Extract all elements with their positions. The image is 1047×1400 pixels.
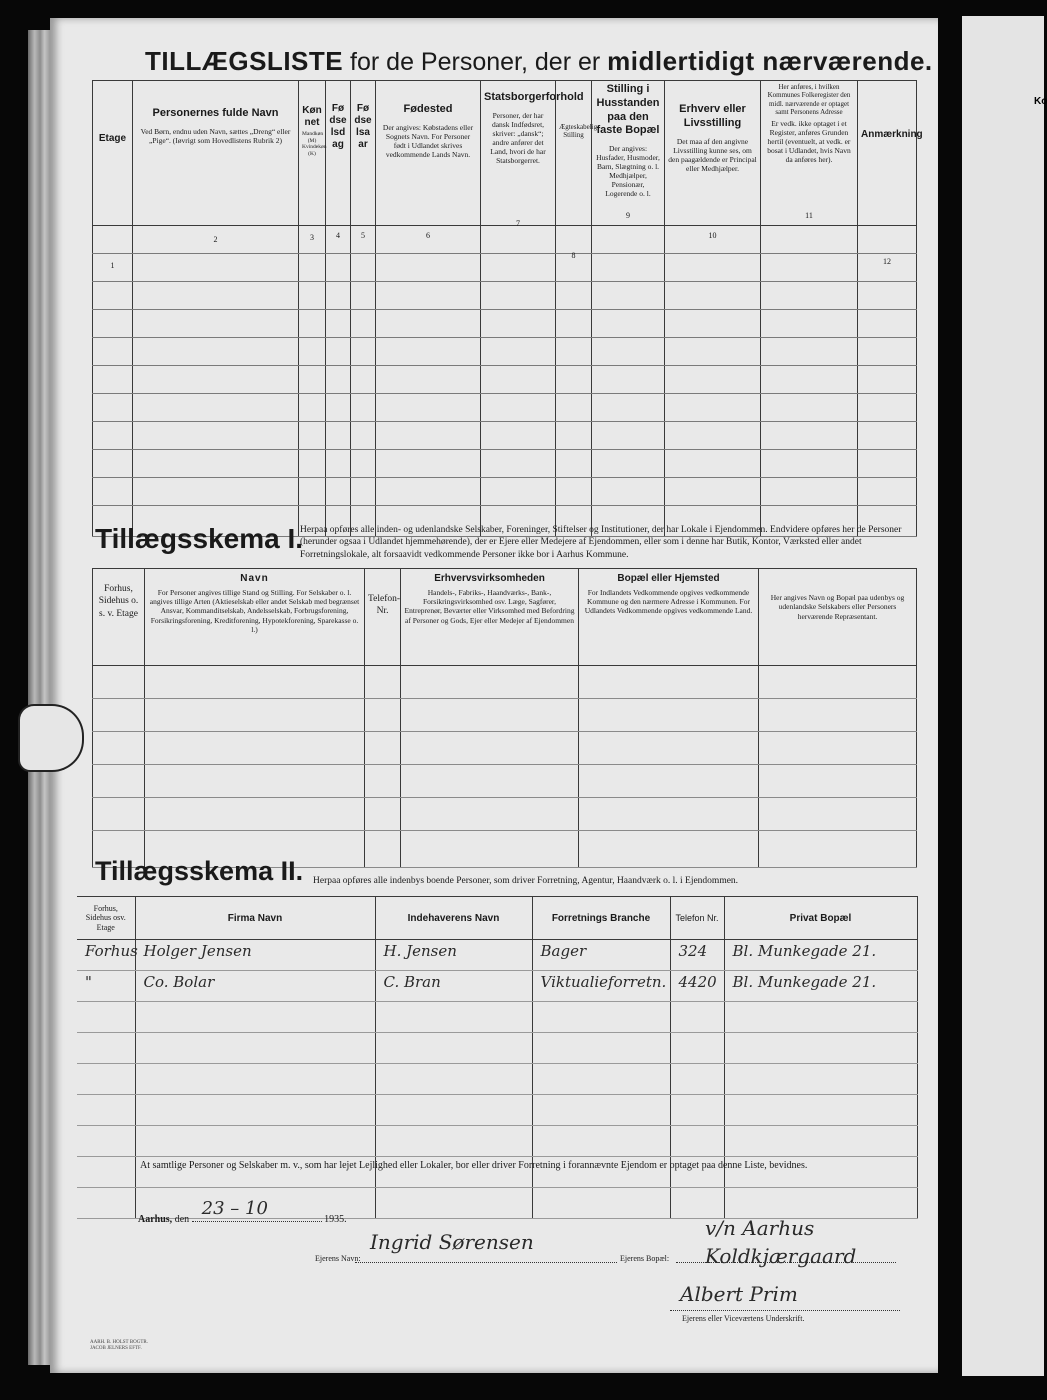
s2-col-branch: Forretnings Branche: [532, 897, 670, 940]
schema2-header-row: [77, 897, 917, 940]
schema2-row: [77, 940, 917, 971]
list-row: [93, 478, 917, 506]
schema1-header-row: [93, 569, 917, 666]
s2-cell-address: Bl. Munkegade 21.: [724, 940, 917, 971]
year-label: 1935.: [324, 1214, 347, 1225]
owner-address-line: [676, 1262, 896, 1263]
col-birthplace: Fødested Der angives: Købstadens eller Sognets Navn. For Personer født i Udlandet skrives vedkommende Lands Navn. 6: [376, 81, 481, 226]
s1-col-representative: Her angives Navn og Bopæl paa udenbys og udenlandske Selskabers eller Personers herværende Repræsentant.: [759, 569, 917, 666]
schema1-row: [93, 798, 917, 831]
schema2-row: [77, 1002, 917, 1033]
col-household: Stilling i Husstanden paa den faste Bopæl Der angives: Husfader, Husmoder, Barn, Slægtning o. l. Medhjælper, Pensionær, Logerende o. l. 9: [592, 81, 665, 226]
list-row: [93, 310, 917, 338]
schema1-description: Herpaa opføres alle inden- og udenlandske Selskaber, Foreninger, Stiftelser og Institutioner, der har Lokale i Ejendommen. Endvidere opføres her de Personer (herunder ogsaa i Udlandet hjemmehørende), der er Ejere eller Medejere af Ejendommen, eller som i denne har Butik, Kontor, Værksted eller andet Forretningslokale, alt forsaavidt vedkommende Personer ikke bor i Aarhus Kommune.: [300, 525, 902, 560]
s2-cell-phone: 324: [670, 940, 724, 971]
facing-page: [962, 16, 1047, 1376]
col-name: Personernes fulde Navn Ved Børn, endnu uden Navn, sættes „Dreng“ eller „Pige“. (Iøvrigt som Hovedlistens Rubrik 2) 2: [133, 81, 299, 226]
schema2-row: [77, 1095, 917, 1126]
s2-cell-owner: C. Bran: [375, 971, 532, 1002]
schema2-title: Tillægsskema II.: [95, 856, 304, 886]
col-marital: Ægteskabelig Stilling 8: [556, 81, 592, 226]
schema2-row: [77, 1064, 917, 1095]
schema2-row: [77, 971, 917, 1002]
owner-name-line: [355, 1262, 617, 1263]
owner-name-label: Ejerens Navn:: [315, 1254, 361, 1263]
list-header-row: [93, 81, 917, 226]
binder-tab: [20, 706, 82, 770]
list-row: [93, 422, 917, 450]
signature-caption: Ejerens eller Viceværtens Underskrift.: [682, 1314, 805, 1323]
schema2-row: [77, 1126, 917, 1157]
owner-name-handwritten: Ingrid Sørensen: [370, 1230, 534, 1254]
list-row: [93, 282, 917, 310]
s2-col-floor: Forhus, Sidehus osv. Etage: [77, 897, 135, 940]
col-register: Her anføres, i hvilken Kommunes Folkeregister den midl. nærværende er optaget samt Personens Adresse Er vedk. ikke optaget i et Register, anføres Grunden hertil (eventuelt, at vedk. er bosat i Udlandet, hvis Navn da anføres her). 11: [761, 81, 858, 226]
col-citizenship: Statsborgerforhold Personer, der har dansk Indfødsret, skriver: „dansk“; andre anfører det Land, hvori de har Statsborgerret. 7: [481, 81, 556, 226]
s2-cell-firm: Co. Bolar: [135, 971, 375, 1002]
schema1-row: [93, 765, 917, 798]
s2-col-firm: Firma Navn: [135, 897, 375, 940]
s1-col-floor: Forhus, Sidehus o. s. v. Etage: [93, 569, 145, 666]
printer-imprint: AARH. B. HOLST BOGTR. JACOB JELNERS EFTF.: [90, 1340, 148, 1351]
s1-col-phone: Telefon-Nr.: [365, 569, 401, 666]
col-remark: Anmærkning 12: [858, 81, 917, 226]
s2-cell-branch: Bager: [532, 940, 670, 971]
s1-col-business: Erhvervsvirksomheden Handels-, Fabriks-, Haandværks-, Bank-, Forsikringsvirksomhed osv. Læge, Sagfører, Entreprenør, Beværter eller Virksomhed med Befordring af Personer og Gods, Ejer eller Medejer af Ejendommen: [401, 569, 579, 666]
s2-cell-branch: Viktualieforretn.: [532, 971, 670, 1002]
s2-cell-floor: Forhus: [77, 940, 135, 971]
schema1-title: Tillægsskema I.: [95, 523, 304, 554]
date-line: [138, 1198, 347, 1225]
col-occupation: Erhverv eller Livsstilling Det maa af den angivne Livsstilling kunne ses, om den paagældende er Principal eller Medhjælper. 10: [665, 81, 761, 226]
schema1-row: [93, 732, 917, 765]
page-stack-edge: [28, 30, 50, 1365]
form-page: [50, 18, 938, 1373]
s2-cell-phone: 4420: [670, 971, 724, 1002]
s2-col-phone: Telefon Nr.: [670, 897, 724, 940]
list-row: [93, 254, 917, 282]
owner-address-hand-main: Koldkjærgaard: [705, 1244, 857, 1268]
signature-handwritten: Albert Prim: [680, 1282, 798, 1306]
col-birthyear: Fødselsaar 5: [351, 81, 376, 226]
schema1-row: [93, 699, 917, 732]
col-birthday: Fødselsdag 4: [326, 81, 351, 226]
s2-cell-floor: ": [77, 971, 135, 1002]
den-label: den: [174, 1214, 190, 1225]
col-gender: Kønnet Mandkøn (M) Kvindekøn (K) 3: [299, 81, 326, 226]
date-handwritten: 23 – 10: [201, 1198, 268, 1219]
signature-line: [670, 1310, 900, 1311]
list-title-main: TILLÆGSLISTE: [145, 46, 344, 76]
owner-address-label: Ejerens Bopæl:: [620, 1254, 670, 1263]
col-etage: Etage 1: [93, 81, 133, 226]
date-field: [192, 1198, 322, 1222]
list-row: [93, 338, 917, 366]
facing-page-fragment: Ko: [1034, 96, 1047, 107]
owner-address-hand-top: v/n Aarhus: [705, 1216, 815, 1240]
s2-cell-owner: H. Jensen: [375, 940, 532, 971]
supplement-list-table: [92, 80, 923, 537]
place-label: Aarhus,: [138, 1214, 173, 1225]
list-row: [93, 394, 917, 422]
list-title: [145, 46, 965, 77]
schema2-description: Herpaa opføres alle indenbys boende Personer, som driver Forretning, Agentur, Haandværk o. l. i Ejendommen.: [313, 876, 739, 886]
schema1-table: [92, 568, 917, 868]
s2-col-owner: Indehaverens Navn: [375, 897, 532, 940]
s1-col-name: Navn For Personer angives tillige Stand og Stilling. For Selskaber o. l. angives tillige Arten (Aktieselskab eller andet Selskab med begrænset Ansvar, Kommanditselskab, Andelsselskab, Forbrugsforening, Forsikringsforening, Kreditforening, Hypotekforening, Sparekasse o. l.): [145, 569, 365, 666]
s1-col-residence: Bopæl eller Hjemsted For Indlandets Vedkommende opgives vedkommende Kommune og den nærmere Adresse i Kommunen. For Udlandets Vedkommende opgives vedkommende Land.: [579, 569, 759, 666]
list-row: [93, 450, 917, 478]
schema2-row: [77, 1033, 917, 1064]
s2-cell-firm: Holger Jensen: [135, 940, 375, 971]
attestation-text: At samtlige Personer og Selskaber m. v., som har lejet Lejlighed eller Lokaler, bor eller driver Forretning i forannævnte Ejendom er optaget paa denne Liste, bevidnes.: [140, 1160, 808, 1171]
list-title-end: midlertidigt nærværende.: [607, 46, 933, 76]
s2-cell-address: Bl. Munkegade 21.: [724, 971, 917, 1002]
list-title-middle: for de Personer, der er: [343, 48, 608, 76]
list-row: [93, 366, 917, 394]
schema1-row: [93, 666, 917, 699]
s2-col-address: Privat Bopæl: [724, 897, 917, 940]
